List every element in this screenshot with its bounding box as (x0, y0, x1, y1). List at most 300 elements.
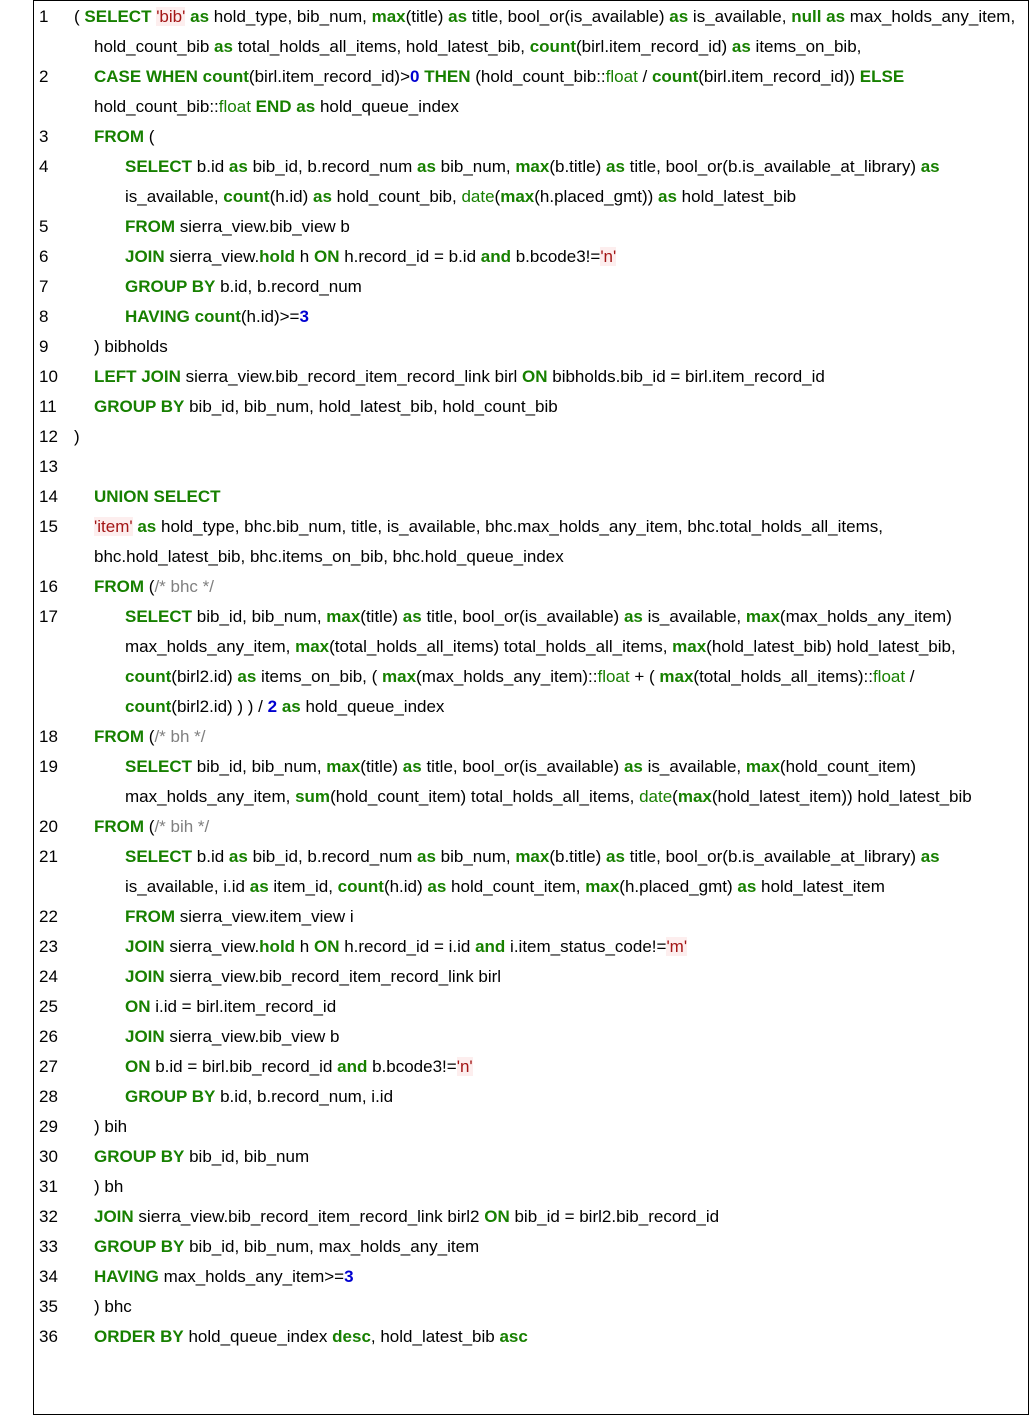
sql-text: h (295, 937, 314, 956)
sql-text: b.id, b.record_num (215, 277, 362, 296)
sql-text: sierra_view.item_view i (175, 907, 354, 926)
sql-keyword: desc (332, 1327, 371, 1346)
code-line (34, 1112, 1028, 1142)
sql-function: max (672, 637, 707, 656)
sql-text: hold_count_bib, (331, 187, 462, 206)
sql-text: sierra_view.bib_view b (175, 217, 350, 236)
line-code (94, 1202, 1028, 1232)
sql-keyword: SELECT (125, 157, 193, 176)
line-number: 19 (39, 757, 58, 776)
sql-text: + ( (629, 667, 660, 686)
sql-keyword: ON (313, 937, 340, 956)
sql-number: 3 (299, 307, 309, 326)
sql-text: is_available, (125, 187, 224, 206)
sql-text: (birl2.id) ) ) / (171, 697, 268, 716)
sql-keyword: FROM (94, 817, 145, 836)
sql-text: / (637, 67, 652, 86)
line-code (125, 1052, 1028, 1082)
line-code (94, 1262, 1028, 1292)
sql-comment: /* bih */ (154, 817, 210, 836)
line-code (94, 812, 1028, 842)
sql-keyword: as (228, 847, 248, 866)
sql-text: b.bcode3!= (367, 1057, 457, 1076)
code-line (34, 242, 1028, 272)
line-code (125, 962, 1028, 992)
line-code (125, 212, 1028, 242)
sql-text: sierra_view.bib_view b (164, 1027, 340, 1046)
sql-type: date (461, 187, 495, 206)
sql-function: max (371, 7, 406, 26)
sql-keyword: SELECT (84, 7, 152, 26)
line-number: 9 (39, 337, 49, 356)
line-code (94, 62, 1028, 122)
line-code (94, 722, 1028, 752)
sql-keyword: as (417, 157, 436, 176)
sql-text: ( (144, 127, 155, 146)
sql-keyword: as (623, 607, 643, 626)
line-number: 14 (39, 487, 58, 506)
sql-text: bib_id, bib_num, (192, 607, 327, 626)
sql-keyword: JOIN (94, 1207, 134, 1226)
sql-keyword: ORDER BY (94, 1327, 184, 1346)
sql-function: count (337, 877, 384, 896)
sql-text: sierra_view.bib_record_item_record_link birl2 (133, 1207, 485, 1226)
sql-text: bib_id, bib_num, (192, 757, 327, 776)
sql-keyword: ON (125, 1057, 151, 1076)
sql-text: item_id, (268, 877, 338, 896)
line-code (125, 302, 1028, 332)
sql-keyword: HAVING (94, 1267, 159, 1286)
sql-keyword: GROUP BY (94, 1147, 185, 1166)
sql-text: sierra_view. (164, 247, 260, 266)
sql-function: max (585, 877, 620, 896)
sql-keyword: ON (313, 247, 340, 266)
code-line (34, 962, 1028, 992)
sql-text: (title) (360, 607, 403, 626)
line-code (94, 362, 1028, 392)
sql-function: max (500, 187, 535, 206)
sql-text: hold_queue_index (300, 697, 445, 716)
sql-text: (total_holds_all_items) total_holds_all_items, (329, 637, 673, 656)
code-line (34, 1292, 1028, 1322)
code-listing-frame (33, 0, 1029, 1415)
line-number: 5 (39, 217, 49, 236)
line-number: 34 (39, 1267, 58, 1286)
sql-keyword: CASE WHEN (94, 67, 198, 86)
code-line (34, 1262, 1028, 1292)
sql-text: (h.placed_gmt)) (534, 187, 659, 206)
sql-text: bib_num, (435, 157, 516, 176)
sql-text: (b.title) (549, 847, 607, 866)
sql-text: (max_holds_any_item) max_holds_any_item, (125, 607, 952, 656)
sql-keyword: as (731, 37, 751, 56)
line-code (94, 1322, 1028, 1352)
sql-text: is_available, i.id (125, 877, 250, 896)
line-code (94, 452, 1028, 482)
sql-keyword: as (658, 187, 677, 206)
sql-keyword: hold (259, 247, 296, 266)
sql-keyword: as (669, 7, 689, 26)
line-number: 27 (39, 1057, 58, 1076)
line-code (125, 242, 1028, 272)
sql-text: bib_id, bib_num (184, 1147, 310, 1166)
code-line (34, 362, 1028, 392)
line-number: 24 (39, 967, 58, 986)
line-code (94, 512, 1028, 572)
sql-text: b.id (192, 847, 229, 866)
line-code (94, 1292, 1028, 1322)
sql-text: items_on_bib, (750, 37, 862, 56)
sql-text: ( (144, 727, 155, 746)
sql-text: title, bool_or(is_available) (467, 7, 670, 26)
line-number: 11 (39, 397, 57, 416)
code-line (34, 122, 1028, 152)
sql-keyword: as (606, 157, 625, 176)
line-code (125, 602, 1028, 722)
line-number: 2 (39, 67, 49, 86)
sql-text: bib_id, b.record_num (247, 157, 417, 176)
sql-text: b.id = birl.bib_record_id (150, 1057, 338, 1076)
line-number: 8 (39, 307, 49, 326)
line-number: 10 (39, 367, 58, 386)
sql-function: max (382, 667, 417, 686)
sql-text: bibholds.bib_id = birl.item_record_id (547, 367, 825, 386)
sql-text: hold_count_bib:: (94, 97, 219, 116)
sql-keyword: as (190, 7, 210, 26)
line-code (94, 1232, 1028, 1262)
sql-string: 'n' (600, 247, 617, 266)
code-line (34, 422, 1028, 452)
code-line (34, 2, 1028, 62)
line-code (125, 1022, 1028, 1052)
line-code (125, 842, 1028, 902)
sql-text: title, bool_or(is_available) (421, 607, 624, 626)
sql-string: 'n' (456, 1057, 473, 1076)
line-code (125, 932, 1028, 962)
line-number: 6 (39, 247, 49, 266)
code-line (34, 1322, 1028, 1352)
sql-function: count (651, 67, 699, 86)
sql-keyword: as (737, 877, 757, 896)
sql-function: count (529, 37, 576, 56)
sql-text: ) bhc (94, 1297, 132, 1316)
line-number: 18 (39, 727, 58, 746)
sql-keyword: JOIN (125, 1027, 165, 1046)
sql-text: bib_id, bib_num, max_holds_any_item (184, 1237, 480, 1256)
sql-keyword: as (402, 607, 422, 626)
line-number: 35 (39, 1297, 58, 1316)
line-code (74, 422, 1028, 452)
sql-keyword: as (402, 757, 422, 776)
sql-function: max (515, 847, 550, 866)
line-number: 3 (39, 127, 49, 146)
sql-keyword: and (337, 1057, 368, 1076)
sql-number: 3 (344, 1267, 354, 1286)
sql-text: max_holds_any_item>= (158, 1267, 345, 1286)
sql-keyword: FROM (94, 127, 145, 146)
sql-keyword: JOIN (125, 247, 165, 266)
code-line (34, 452, 1028, 482)
line-number: 22 (39, 907, 58, 926)
sql-text: (hold_count_item) max_holds_any_item, (125, 757, 916, 806)
line-code (125, 272, 1028, 302)
sql-text: ( (74, 7, 85, 26)
line-number: 20 (39, 817, 58, 836)
sql-keyword: as (417, 847, 436, 866)
sql-keyword: as (214, 37, 233, 56)
code-line (34, 602, 1028, 722)
line-number: 15 (39, 517, 58, 536)
sql-keyword: as (237, 667, 257, 686)
sql-function: count (223, 187, 270, 206)
sql-text: (b.title) (549, 157, 607, 176)
code-line (34, 932, 1028, 962)
code-line (34, 722, 1028, 752)
line-number: 33 (39, 1237, 58, 1256)
sql-keyword: null (791, 7, 822, 26)
sql-type: float (218, 97, 251, 116)
sql-keyword: ON (522, 367, 548, 386)
line-number: 25 (39, 997, 58, 1016)
code-line (34, 1052, 1028, 1082)
line-number: 21 (39, 847, 58, 866)
sql-text: hold_count_item, (446, 877, 586, 896)
sql-keyword: HAVING (125, 307, 190, 326)
sql-keyword: as (448, 7, 468, 26)
line-number: 13 (39, 457, 58, 476)
line-code (125, 992, 1028, 1022)
line-number: 7 (39, 277, 49, 296)
sql-text: b.bcode3!= (510, 247, 601, 266)
sql-text: b.id, b.record_num, i.id (215, 1087, 394, 1106)
sql-text: (title) (360, 757, 403, 776)
sql-text: bib_id, b.record_num (247, 847, 417, 866)
sql-keyword: as (606, 847, 625, 866)
sql-function: max (326, 607, 361, 626)
sql-text: bib_id, bib_num, hold_latest_bib, hold_count_bib (184, 397, 558, 416)
sql-text: (birl.item_record_id) (576, 37, 732, 56)
sql-keyword: as (281, 697, 301, 716)
sql-text: sierra_view.bib_record_item_record_link birl (164, 967, 502, 986)
code-line (34, 512, 1028, 572)
sql-text: is_available, (642, 607, 746, 626)
line-number: 32 (39, 1207, 58, 1226)
line-number: 12 (39, 427, 58, 446)
code-line (34, 1232, 1028, 1262)
code-line (34, 392, 1028, 422)
line-number: 30 (39, 1147, 58, 1166)
sql-text: (h.id)>= (240, 307, 300, 326)
sql-keyword: hold (259, 937, 296, 956)
sql-text: ) bh (94, 1177, 124, 1196)
sql-keyword: JOIN (125, 937, 165, 956)
sql-function: max (677, 787, 712, 806)
sql-text: is_available, (642, 757, 746, 776)
code-line (34, 1172, 1028, 1202)
sql-keyword: and (475, 937, 506, 956)
sql-comment: /* bhc */ (154, 577, 214, 596)
sql-text: (h.id) (269, 187, 314, 206)
sql-text: title, bool_or(b.is_available_at_library) (624, 847, 921, 866)
sql-keyword: as (920, 157, 940, 176)
sql-text: ( (494, 187, 501, 206)
sql-function: max (745, 607, 780, 626)
line-number: 26 (39, 1027, 58, 1046)
code-line (34, 1022, 1028, 1052)
sql-keyword: LEFT JOIN (94, 367, 181, 386)
line-number: 28 (39, 1087, 58, 1106)
sql-text: sierra_view. (164, 937, 260, 956)
line-code (94, 1112, 1028, 1142)
sql-function: count (202, 67, 249, 86)
sql-keyword: THEN (424, 67, 471, 86)
sql-text: h.record_id = i.id (339, 937, 476, 956)
sql-keyword: as (826, 7, 846, 26)
sql-keyword: SELECT (125, 607, 193, 626)
line-code (125, 1082, 1028, 1112)
sql-keyword: GROUP BY (94, 397, 185, 416)
sql-text: i.item_status_code!= (505, 937, 667, 956)
sql-function: count (125, 667, 172, 686)
line-code (125, 902, 1028, 932)
sql-text: title, bool_or(is_available) (421, 757, 624, 776)
sql-keyword: as (623, 757, 643, 776)
sql-text: hold_type, bhc.bib_num, title, is_available, bhc.max_holds_any_item, bhc.total_holds_all_items, bhc.hold_latest_bib, bhc.items_on_bib, bhc.hold_queue_index (94, 517, 883, 566)
code-line (34, 302, 1028, 332)
line-number: 31 (39, 1177, 58, 1196)
line-code (74, 2, 1028, 62)
sql-text: hold_queue_index (315, 97, 459, 116)
line-number: 36 (39, 1327, 58, 1346)
sql-text: ( (144, 577, 155, 596)
code-line (34, 752, 1028, 812)
code-line (34, 1142, 1028, 1172)
sql-keyword: GROUP BY (94, 1237, 185, 1256)
sql-keyword: as (920, 847, 940, 866)
sql-text: (hold_latest_item)) hold_latest_bib (711, 787, 972, 806)
sql-keyword: ELSE (859, 67, 905, 86)
sql-keyword: ON (125, 997, 151, 1016)
sql-keyword: SELECT (125, 847, 193, 866)
sql-text: b.id (192, 157, 229, 176)
sql-text: ( (672, 787, 678, 806)
sql-type: date (639, 787, 673, 806)
sql-keyword: as (137, 517, 157, 536)
sql-keyword: asc (499, 1327, 528, 1346)
sql-text: ( (144, 817, 155, 836)
sql-keyword: FROM (94, 577, 145, 596)
code-line (34, 332, 1028, 362)
sql-function: max (295, 637, 330, 656)
sql-text: bib_num, (435, 847, 516, 866)
sql-text: hold_type, bib_num, (209, 7, 372, 26)
code-line (34, 1202, 1028, 1232)
sql-number: 0 (410, 67, 420, 86)
code-line (34, 812, 1028, 842)
sql-keyword: as (313, 187, 332, 206)
sql-text: hold_latest_item (756, 877, 885, 896)
sql-text: h.record_id = b.id (339, 247, 481, 266)
line-number: 1 (39, 7, 49, 26)
sql-text: title, bool_or(b.is_available_at_library) (624, 157, 921, 176)
code-line (34, 1082, 1028, 1112)
sql-string: 'item' (94, 517, 133, 536)
sql-keyword: END (255, 97, 292, 116)
sql-text: (max_holds_any_item):: (416, 667, 598, 686)
line-code (125, 152, 1028, 212)
code-line (34, 272, 1028, 302)
sql-text: (birl2.id) (171, 667, 238, 686)
sql-keyword: GROUP BY (125, 1087, 216, 1106)
line-code (94, 572, 1028, 602)
code-line (34, 992, 1028, 1022)
sql-keyword: as (296, 97, 316, 116)
sql-text: (hold_latest_bib) hold_latest_bib, (706, 637, 956, 656)
code-line (34, 482, 1028, 512)
sql-keyword: as (427, 877, 447, 896)
sql-text: ) bih (94, 1117, 128, 1136)
sql-text: (hold_count_bib:: (470, 67, 606, 86)
code-line (34, 902, 1028, 932)
sql-keyword: ON (484, 1207, 510, 1226)
sql-function: max (659, 667, 694, 686)
sql-text: (birl.item_record_id)> (248, 67, 411, 86)
sql-keyword: GROUP BY (125, 277, 216, 296)
sql-text: items_on_bib, ( (256, 667, 383, 686)
sql-keyword: as (249, 877, 269, 896)
sql-text: (h.placed_gmt) (619, 877, 738, 896)
sql-keyword: FROM (125, 217, 176, 236)
sql-text: ) (74, 427, 80, 446)
sql-string: 'm' (666, 937, 688, 956)
sql-keyword: and (480, 247, 511, 266)
sql-text: max_holds_any_item, hold_count_bib (94, 7, 1016, 56)
sql-text: hold_latest_bib (676, 187, 797, 206)
line-number: 23 (39, 937, 58, 956)
sql-text: i.id = birl.item_record_id (150, 997, 337, 1016)
line-number: 4 (39, 157, 49, 176)
code-line (34, 842, 1028, 902)
sql-keyword: as (228, 157, 248, 176)
line-code (94, 1172, 1028, 1202)
sql-text: ) bibholds (94, 337, 168, 356)
line-number: 29 (39, 1117, 58, 1136)
sql-text: , hold_latest_bib (370, 1327, 500, 1346)
sql-comment: /* bh */ (154, 727, 206, 746)
code-line (34, 62, 1028, 122)
line-code (125, 752, 1028, 812)
code-line (34, 572, 1028, 602)
line-code (94, 392, 1028, 422)
sql-text: total_holds_all_items, hold_latest_bib, (232, 37, 530, 56)
sql-function: sum (295, 787, 331, 806)
sql-text: (total_holds_all_items):: (693, 667, 873, 686)
line-number: 16 (39, 577, 58, 596)
sql-text: sierra_view.bib_record_item_record_link birl (180, 367, 523, 386)
line-code (94, 122, 1028, 152)
line-number: 17 (39, 607, 58, 626)
code-line (34, 152, 1028, 212)
sql-keyword: FROM (125, 907, 176, 926)
sql-type: float (605, 67, 638, 86)
sql-keyword: JOIN (125, 967, 165, 986)
sql-function: count (194, 307, 241, 326)
sql-text: hold_queue_index (183, 1327, 333, 1346)
sql-text: is_available, (688, 7, 792, 26)
sql-number: 2 (267, 697, 278, 716)
sql-type: float (597, 667, 630, 686)
sql-text: (h.id) (383, 877, 428, 896)
